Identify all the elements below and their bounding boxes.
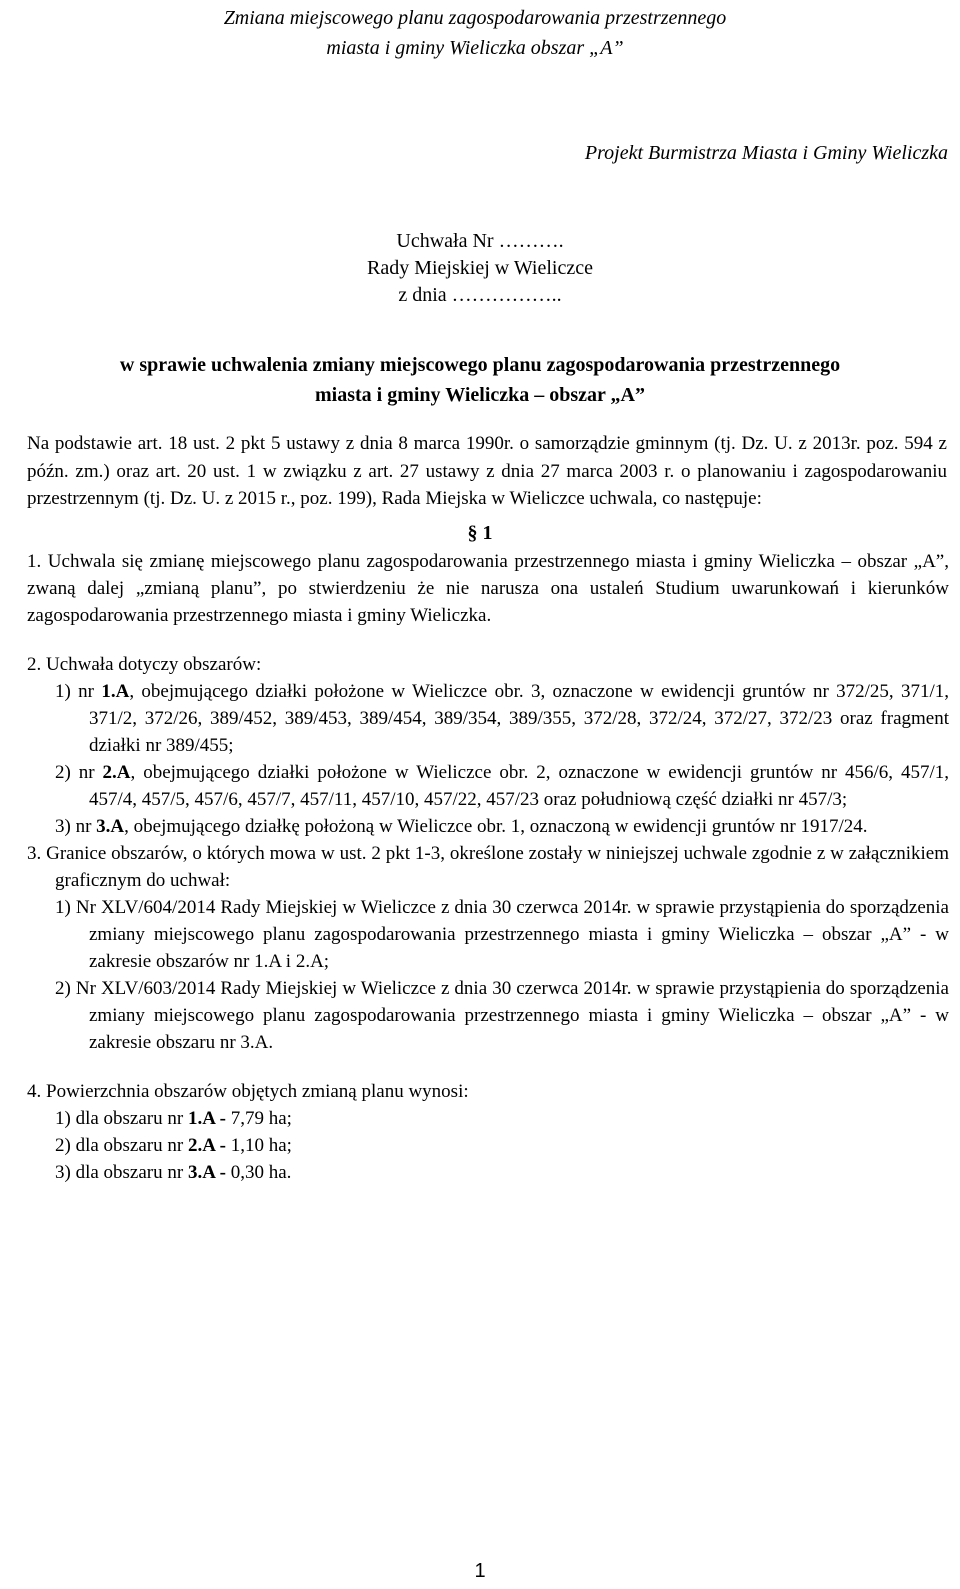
area-item-1 bbox=[27, 678, 949, 759]
area-size-lead: 2) dla obszaru nr bbox=[55, 1135, 188, 1156]
section-heading: § 1 bbox=[467, 522, 493, 544]
project-note: Projekt Burmistrza Miasta i Gminy Wieliczka bbox=[584, 142, 948, 164]
area-item-text: , obejmującego działki położone w Wieliczce obr. 3, oznaczone w ewidencji gruntów nr 372/25, 371/1, 371/2, 372/26, 389/452, 389/453, 389/454, 389/354, 389/355, 372/28, 372/24, 372/27, 372/23 oraz fragment działki nr 389/455; bbox=[89, 681, 950, 756]
area-size-value: 7,79 ha; bbox=[230, 1108, 292, 1129]
paragraph-2-intro: 2. Uchwała dotyczy obszarów: bbox=[27, 654, 262, 675]
area-item-text: , obejmującego działkę położoną w Wieliczce obr. 1, oznaczoną w ewidencji gruntów nr 1917/24. bbox=[124, 816, 868, 837]
paragraph-3 bbox=[27, 840, 949, 1056]
area-item-3 bbox=[27, 813, 949, 840]
subject-line2: miasta i gminy Wieliczka – obszar „A” bbox=[315, 384, 645, 406]
preamble-text: Na podstawie art. 18 ust. 2 pkt 5 ustawy z dnia 8 marca 1990r. o samorządzie gminnym (tj. Dz. U. z 2013r. poz. 594 z późn. zm.) oraz art. 20 ust. 1 w związku z art. 27 ustawy z dnia 27 marca 2003 r. o planowaniu i zagospodarowaniu przestrzennym (tj. Dz. U. z 2015 r., poz. 199), Rada Miejska w Wieliczce uchwala, co następuje: bbox=[27, 433, 947, 509]
resolution-number: Uchwała Nr ………. bbox=[396, 230, 564, 252]
area-size-code: 1.A bbox=[187, 1108, 215, 1129]
page-number: 1 bbox=[474, 1560, 486, 1582]
area-size-lead: 1) dla obszaru nr bbox=[55, 1108, 188, 1129]
subject-line1: w sprawie uchwalenia zmiany miejscowego planu zagospodarowania przestrzennego bbox=[119, 354, 841, 376]
resolution-date: z dnia …………….. bbox=[398, 284, 562, 306]
area-item-code: 2.A bbox=[102, 762, 131, 783]
paragraph-2 bbox=[27, 651, 949, 840]
area-size-code: 3.A bbox=[187, 1162, 215, 1183]
area-size-item-1 bbox=[27, 1105, 949, 1132]
resolution-council: Rady Miejskiej w Wieliczce bbox=[367, 257, 593, 279]
spacer bbox=[27, 1056, 949, 1078]
area-item-lead: 3) nr bbox=[55, 816, 97, 837]
paragraph-4-intro: 4. Powierzchnia obszarów objętych zmianą planu wynosi: bbox=[27, 1081, 469, 1102]
area-size-dash: - bbox=[214, 1108, 231, 1129]
area-item-code: 1.A bbox=[101, 681, 130, 702]
area-size-lead: 3) dla obszaru nr bbox=[55, 1162, 188, 1183]
area-size-item-3 bbox=[27, 1159, 949, 1186]
area-item-2 bbox=[27, 759, 949, 813]
area-item-lead: 2) nr bbox=[55, 762, 103, 783]
paragraph-3-intro: 3. Granice obszarów, o których mowa w ust. 2 pkt 1-3, określone zostały w niniejszej uchwale zgodnie z w załącznikiem graficznym do uchwał: bbox=[27, 843, 949, 891]
header-title-line2: miasta i gminy Wieliczka obszar „A” bbox=[326, 37, 624, 59]
paragraph-1: 1. Uchwala się zmianę miejscowego planu zagospodarowania przestrzennego miasta i gminy Wieliczka – obszar „A”, zwaną dalej „zmianą planu”, po stwierdzeniu że nie narusza ona ustaleń Studium uwarunkowań i kierunków zagospodarowania przestrzennego miasta i gminy Wieliczka. bbox=[27, 551, 949, 626]
area-item-lead: 1) nr bbox=[55, 681, 102, 702]
boundary-item-1: 1) Nr XLV/604/2014 Rady Miejskiej w Wieliczce z dnia 30 czerwca 2014r. w sprawie przystąpienia do sporządzenia zmiany miejscowego planu zagospodarowania przestrzennego miasta i gminy Wieliczka – obszar „A” - w zakresie obszarów nr 1.A i 2.A; bbox=[55, 897, 949, 972]
document-header bbox=[160, 3, 790, 63]
area-size-code: 2.A bbox=[187, 1135, 215, 1156]
area-size-value: 0,30 ha. bbox=[230, 1162, 292, 1183]
area-size-item-2 bbox=[27, 1132, 949, 1159]
area-size-dash: - bbox=[214, 1135, 231, 1156]
area-size-dash: - bbox=[214, 1162, 231, 1183]
resolution-heading bbox=[0, 228, 960, 309]
boundary-item-2: 2) Nr XLV/603/2014 Rady Miejskiej w Wieliczce z dnia 30 czerwca 2014r. w sprawie przystąpienia do sporządzenia zmiany miejscowego planu zagospodarowania przestrzennego miasta i gminy Wieliczka – obszar „A” - w zakresie obszaru nr 3.A. bbox=[55, 978, 949, 1053]
resolution-subject bbox=[0, 350, 960, 410]
paragraph-4 bbox=[27, 1078, 949, 1186]
area-item-code: 3.A bbox=[96, 816, 125, 837]
document-body bbox=[27, 548, 949, 1186]
header-title-line1: Zmiana miejscowego planu zagospodarowania przestrzennego bbox=[223, 7, 727, 29]
area-size-value: 1,10 ha; bbox=[230, 1135, 292, 1156]
area-item-text: , obejmującego działki położone w Wieliczce obr. 2, oznaczone w ewidencji gruntów nr 456/6, 457/1, 457/4, 457/5, 457/6, 457/7, 457/11, 457/10, 457/22, 457/23 oraz południową część działki nr 457/3; bbox=[89, 762, 950, 810]
preamble bbox=[27, 430, 947, 513]
spacer bbox=[27, 629, 949, 651]
